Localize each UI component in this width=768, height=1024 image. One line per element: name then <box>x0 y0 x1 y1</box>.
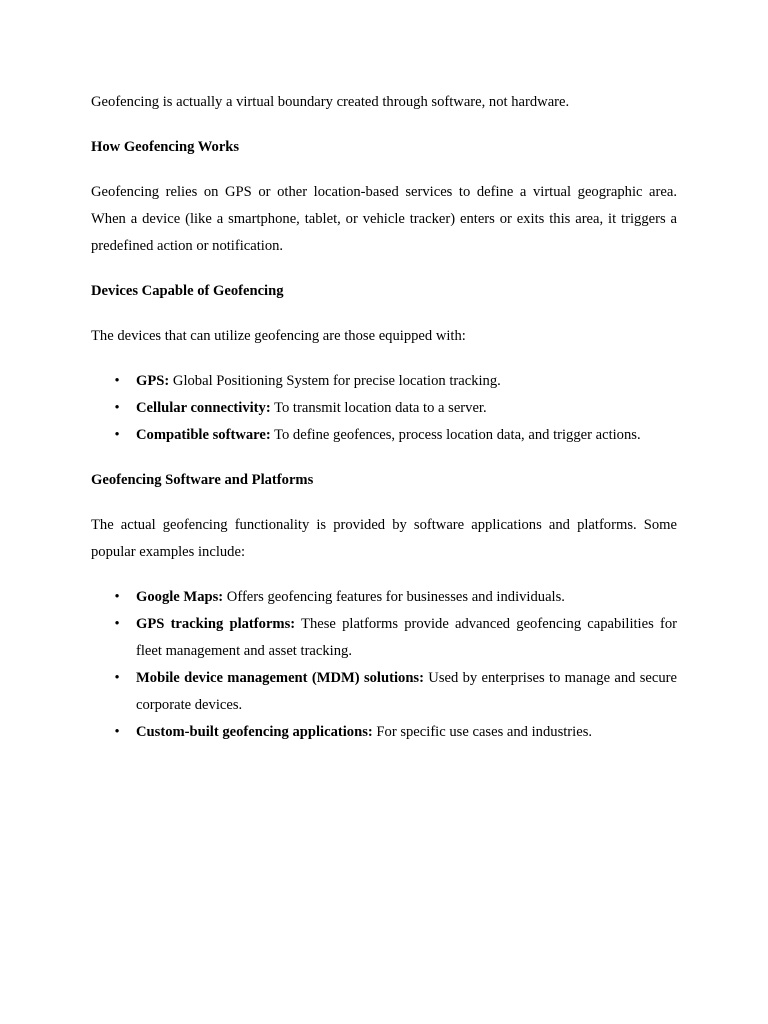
list-item-term: Google Maps: <box>136 589 224 605</box>
how-geofencing-works-paragraph: Geofencing relies on GPS or other location-based services to define a virtual geographic area. When a device (like a smartphone, tablet, or vehicle tracker) enters or exits this area, it triggers a predefined action or notification. <box>91 184 677 254</box>
list-item-term: Compatible software: <box>136 427 271 443</box>
list-item <box>91 719 677 746</box>
list-item <box>91 422 677 449</box>
list-item-text: To transmit location data to a server. <box>270 400 487 416</box>
heading-how-geofencing-works: How Geofencing Works <box>91 139 240 155</box>
bullet-icon: • <box>114 724 120 740</box>
list-item-term: Cellular connectivity: <box>136 400 271 416</box>
devices-list <box>91 368 677 449</box>
list-item <box>91 584 677 611</box>
list-item-text: These platforms provide advanced geofencing capabilities for fleet management and asset tracking. <box>136 616 677 659</box>
bullet-icon: • <box>114 400 120 416</box>
list-item-term: Mobile device management (MDM) solutions: <box>136 670 424 686</box>
list-item-text: Used by enterprises to manage and secure corporate devices. <box>136 670 677 713</box>
list-item-text: To define geofences, process location data, and trigger actions. <box>270 427 641 443</box>
heading-software-platforms: Geofencing Software and Platforms <box>91 472 314 488</box>
list-item <box>91 395 677 422</box>
bullet-icon: • <box>114 589 120 605</box>
list-item <box>91 665 677 719</box>
software-platforms-paragraph: The actual geofencing functionality is provided by software applications and platforms. Some popular examples include: <box>91 517 677 560</box>
devices-capable-paragraph: The devices that can utilize geofencing are those equipped with: <box>91 328 466 344</box>
bullet-icon: • <box>114 427 120 443</box>
list-item-term: Custom-built geofencing applications: <box>136 724 373 740</box>
bullet-icon: • <box>114 373 120 389</box>
list-item-term: GPS tracking platforms: <box>136 616 296 632</box>
list-item <box>91 368 677 395</box>
list-item-text: For specific use cases and industries. <box>372 724 593 740</box>
heading-devices-capable: Devices Capable of Geofencing <box>91 283 284 299</box>
list-item-text: Global Positioning System for precise location tracking. <box>169 373 501 389</box>
list-item <box>91 611 677 665</box>
document-body <box>91 89 677 764</box>
bullet-icon: • <box>114 616 120 632</box>
intro-paragraph: Geofencing is actually a virtual boundary created through software, not hardware. <box>91 94 570 110</box>
list-item-term: GPS: <box>136 373 170 389</box>
bullet-icon: • <box>114 670 120 686</box>
list-item-text: Offers geofencing features for businesses and individuals. <box>223 589 565 605</box>
platforms-list <box>91 584 677 746</box>
